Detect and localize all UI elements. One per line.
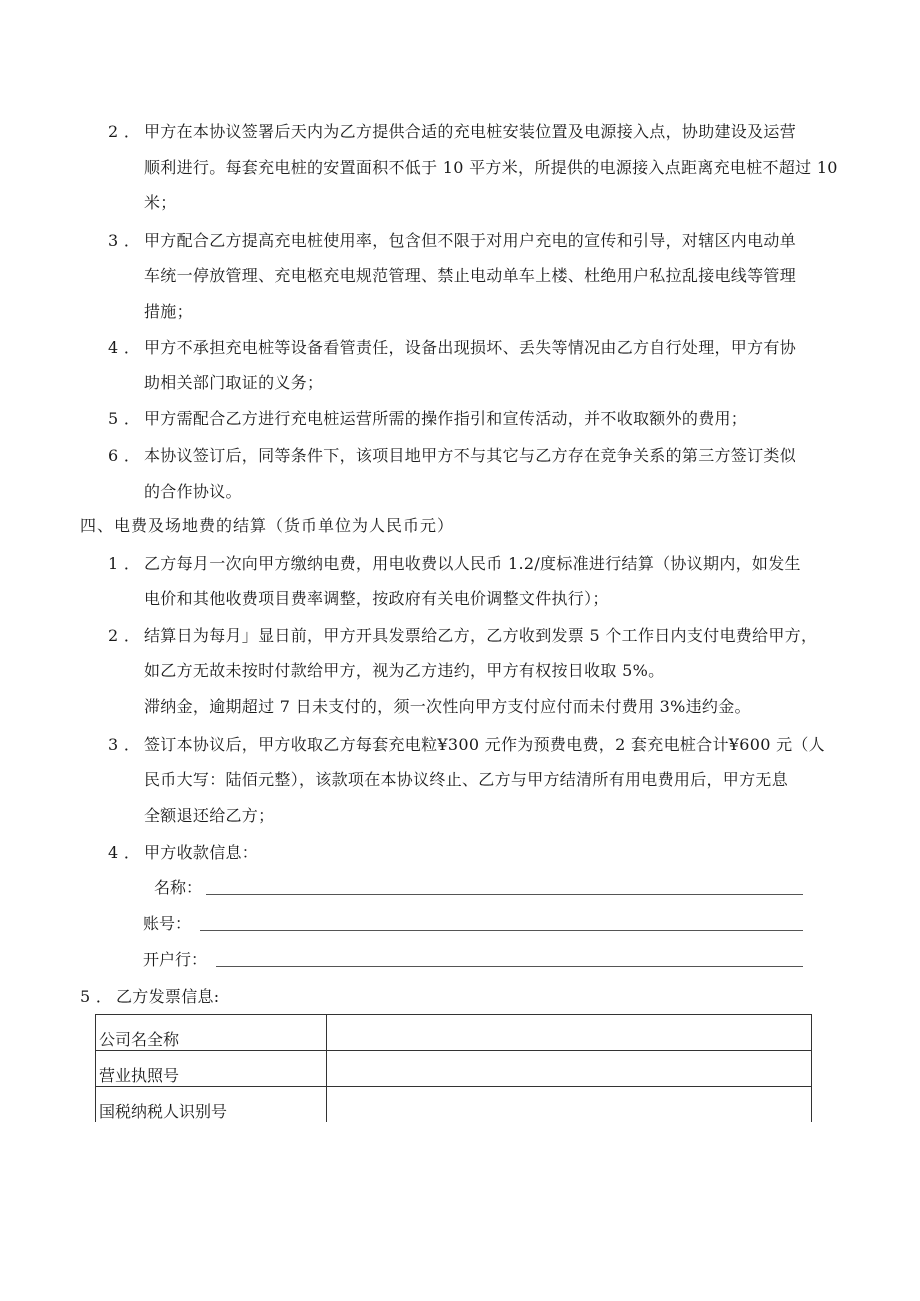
payee-account-label: 账号： [143,914,192,933]
clause-3-2-line-2: 顺利进行。每套充电桩的安置面积不低于 10 平方米，所提供的电源接入点距离充电桩不超过 10 [144,158,838,177]
invoice-tax-id-value[interactable] [327,1087,812,1123]
table-row [96,1051,812,1087]
payee-name-label: 名称： [154,878,203,897]
clause-3-6-line-2: 的合作协议。 [144,482,242,501]
table-row [96,1015,812,1051]
payee-bank-label: 开户行： [143,950,208,969]
clause-3-4-line-1: 4 ． 甲方不承担充电桩等设备看管责任，设备出现损坏、丢失等情况由乙方自行处理，甲方有协 [108,338,797,357]
clause-3-5-line-1: 5 ． 甲方需配合乙方进行充电桩运营所需的操作指引和宣传活动，并不收取额外的费用； [108,409,748,428]
item-5-heading: 5 ． 乙方发票信息: [80,987,220,1006]
table-row [96,1087,812,1123]
clause-4-3-line-1: 3 ． 签订本协议后，甲方收取乙方每套充电粒¥300 元作为预费电费，2 套充电桩合计¥600 元（人 [108,735,825,754]
payee-bank-blank[interactable] [216,966,803,967]
clause-4-1-line-2: 电价和其他收费项目费率调整，按政府有关电价调整文件执行）； [144,589,609,608]
clause-3-6-line-1: 6 ． 本协议签订后，同等条件下，该项目地甲方不与其它与乙方存在竞争关系的第三方签订类似 [108,446,797,465]
invoice-info-table [95,1014,812,1122]
clause-3-4-line-2: 助相关部门取证的义务； [144,373,324,392]
clause-3-3-line-3: 措施； [144,302,193,321]
clause-4-1-line-1: 1 ． 乙方每月一次向甲方缴纳电费，用电收费以人民币 1.2/度标准进行结算（协议期内，如发生 [108,554,801,573]
clause-3-3-line-1: 3 ． 甲方配合乙方提高充电桩使用率，包含但不限于对用户充电的宣传和引导，对辖区内电动单 [108,231,797,250]
clause-4-4-line-1: 4 ． 甲方收款信息： [108,843,259,862]
clause-3-2-line-1: 2 ． 甲方在本协议签署后天内为乙方提供合适的充电桩安装位置及电源接入点，协助建设及运营 [108,122,797,141]
invoice-company-name-value[interactable] [327,1015,812,1051]
invoice-company-name-label: 公司名全称 [96,1015,327,1051]
invoice-license-number-value[interactable] [327,1051,812,1087]
payee-name-blank[interactable] [206,894,803,895]
payee-account-blank[interactable] [200,930,803,931]
invoice-tax-id-label: 国税纳税人识别号 [96,1087,327,1123]
clause-4-2-line-3: 滞纳金，逾期超过 7 日未支付的，须一次性向甲方支付应付而未付费用 3%违约金。 [144,697,751,716]
clause-4-3-line-3: 全额退还给乙方； [144,806,275,825]
clause-4-2-line-2: 如乙方无故未按时付款给甲方，视为乙方违约，甲方有权按日收取 5%。 [144,661,665,680]
clause-3-2-line-3: 米； [144,193,177,212]
invoice-license-number-label: 营业执照号 [96,1051,327,1087]
clause-4-3-line-2: 民币大写：陆佰元整），该款项在本协议终止、乙方与甲方结清所有用电费用后，甲方无息 [144,770,789,789]
clause-4-2-line-1: 2 ． 结算日为每月」显日前，甲方开具发票给乙方，乙方收到发票 5 个工作日内支付电费给甲方， [108,626,818,645]
section-4-heading: 四、电费及场地费的结算（货币单位为人民币元） [80,516,455,535]
clause-3-3-line-2: 车统一停放管理、充电柩充电规范管理、禁止电动单车上楼、杜绝用户私拉乱接电线等管理 [144,266,797,285]
